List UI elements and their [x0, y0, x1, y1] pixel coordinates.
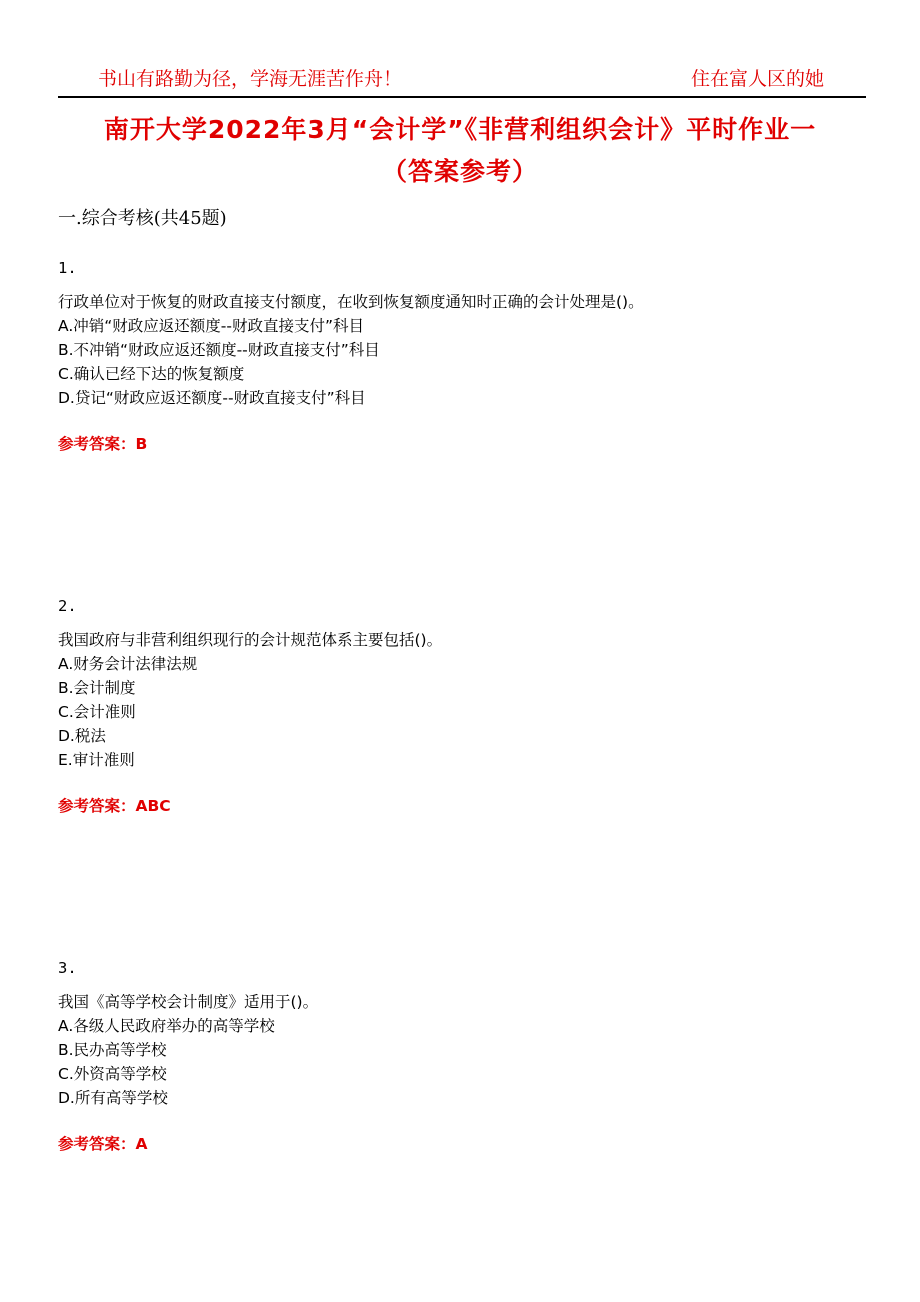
question-option: C.外资高等学校 — [58, 1065, 167, 1083]
header-motto: 书山有路勤为径，学海无涯苦作舟！ — [98, 68, 403, 90]
question-number: 1. — [58, 259, 77, 277]
reference-answer: 参考答案：B — [58, 435, 148, 453]
question-option: A.冲销“财政应返还额度--财政直接支付”科目 — [58, 317, 365, 335]
question-option: B.民办高等学校 — [58, 1041, 167, 1059]
question-stem: 我国《高等学校会计制度》适用于()。 — [58, 993, 319, 1011]
question-stem: 我国政府与非营利组织现行的会计规范体系主要包括()。 — [58, 631, 443, 649]
section-heading: 一.综合考核(共45题) — [58, 208, 227, 229]
question-option: E.审计准则 — [58, 751, 135, 769]
question-stem: 行政单位对于恢复的财政直接支付额度，在收到恢复额度通知时正确的会计处理是()。 — [58, 293, 644, 311]
question-option: B.会计制度 — [58, 679, 136, 697]
reference-answer: 参考答案：A — [58, 1135, 148, 1153]
question-option: D.税法 — [58, 727, 106, 745]
question-block — [58, 956, 858, 1156]
question-option: B.不冲销“财政应返还额度--财政直接支付”科目 — [58, 341, 380, 359]
question-number: 3. — [58, 959, 77, 977]
document-subtitle: （答案参考） — [381, 157, 538, 186]
question-option: C.会计准则 — [58, 703, 136, 721]
question-block — [58, 594, 858, 818]
page-header — [58, 60, 866, 98]
question-option: A.各级人民政府举办的高等学校 — [58, 1017, 275, 1035]
header-author: 住在富人区的她 — [690, 68, 824, 90]
question-number: 2. — [58, 597, 77, 615]
question-option: D.贷记“财政应返还额度--财政直接支付”科目 — [58, 389, 366, 407]
question-block — [58, 256, 858, 456]
document-title: 南开大学2022年3月“会计学”《非营利组织会计》平时作业一 — [103, 115, 817, 144]
question-option: C.确认已经下达的恢复额度 — [58, 365, 245, 383]
reference-answer: 参考答案：ABC — [58, 797, 171, 815]
question-option: A.财务会计法律法规 — [58, 655, 198, 673]
question-option: D.所有高等学校 — [58, 1089, 168, 1107]
